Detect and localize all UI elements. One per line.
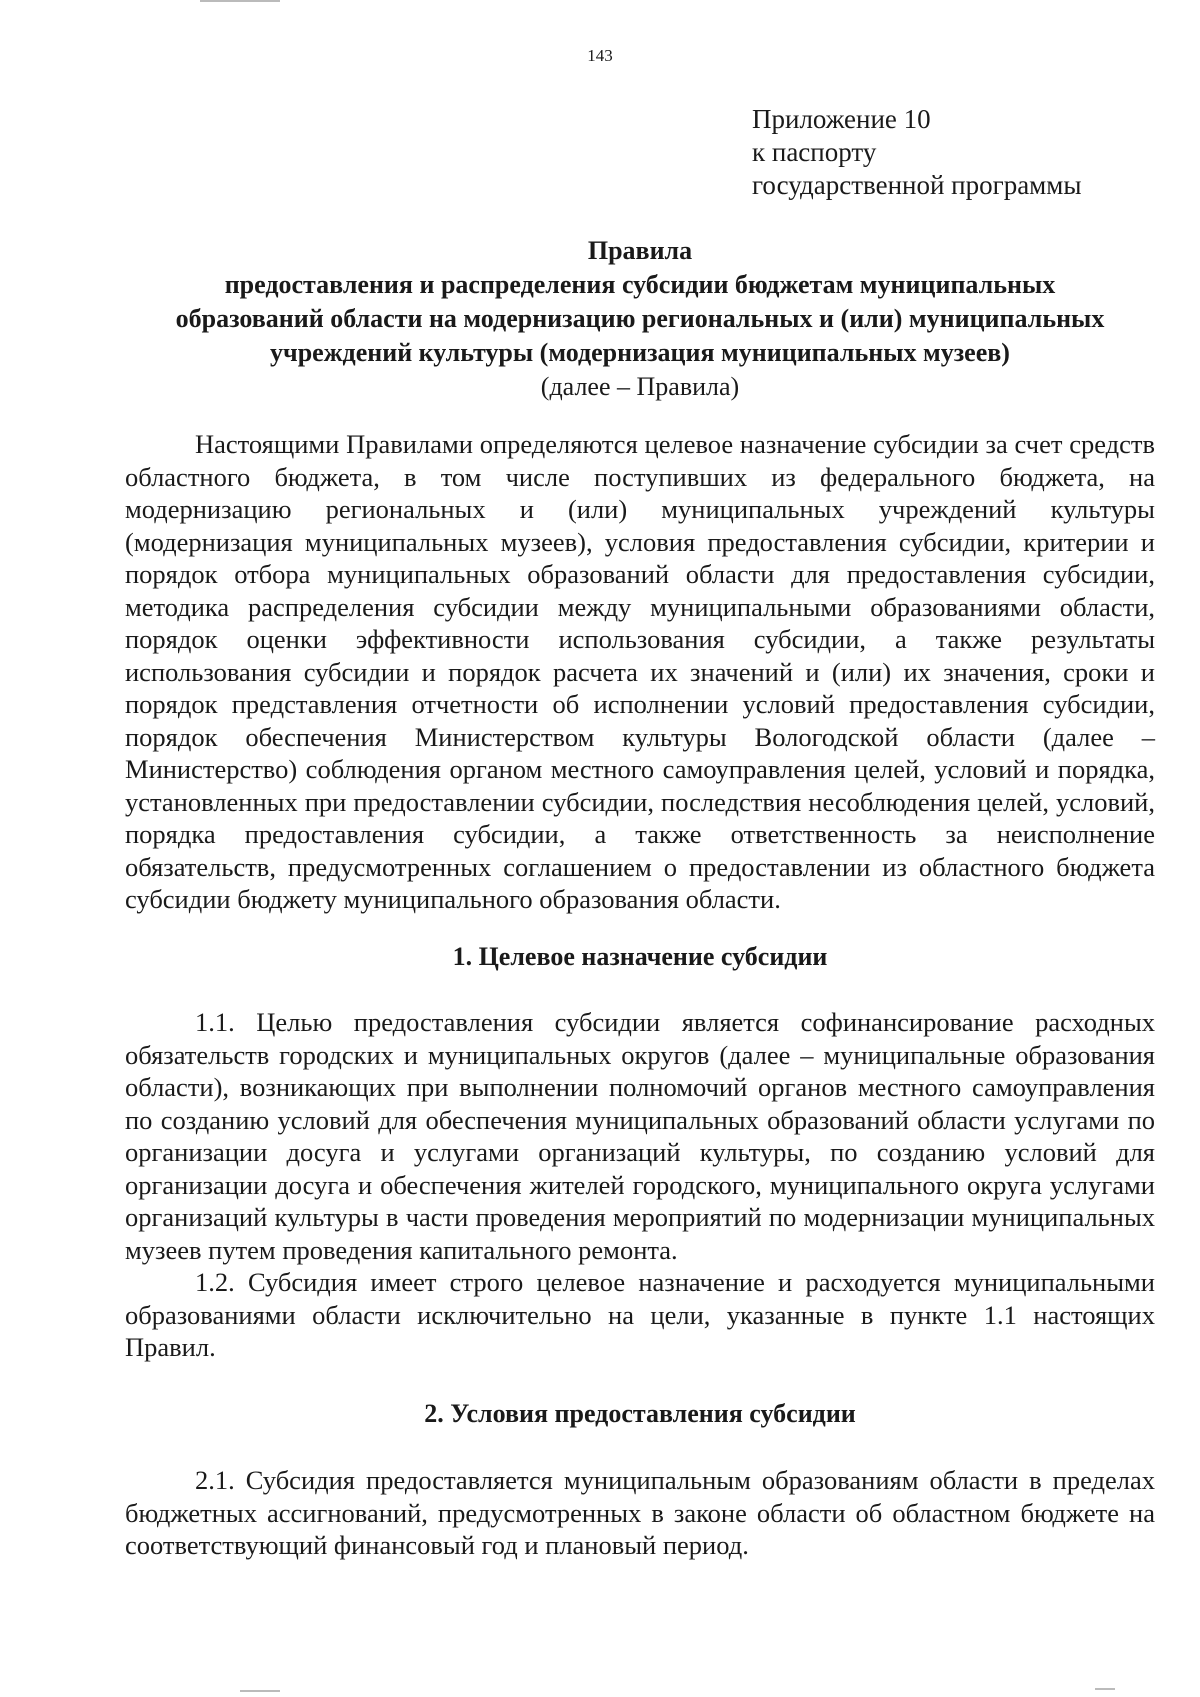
document-title (95, 234, 1185, 404)
intro-paragraph: Настоящими Правилами определяются целевое назначение субсидии за счет средств областного бюджета, в том числе поступивших из федерального бюджета, на модернизацию региональных и (или) муниципальных учреждений культуры (модернизация муниципальных музеев), условия предоставления субсидии, критерии и порядок отбора муниципальных образований области для предоставления субсидии, методика распределения субсидии между муниципальными образованиями области, порядок оценки эффективности использования субсидии, а также результаты использования субсидии и порядок расчета их значений и (или) их значения, сроки и порядок представления отчетности об исполнении условий предоставления субсидии, порядок обеспечения Министерством культуры Вологодской области (далее – Министерство) соблюдения органом местного самоуправления целей, условий и порядка, установленных при предоставлении субсидии, последствия несоблюдения целей, условий, порядка предоставления субсидии, а также ответственность за неисполнение обязательств, предусмотренных соглашением о предоставлении из областного бюджета субсидии бюджету муниципального образования области. (125, 429, 1155, 914)
section-1-heading: 1. Целевое назначение субсидии (452, 942, 828, 971)
scan-artifact-top (200, 0, 280, 2)
section-2-body (125, 1464, 1155, 1562)
title-line-2: предоставления и распределения субсидии бюджетам муниципальных (224, 270, 1056, 299)
section-2-paragraph-1: 2.1. Субсидия предоставляется муниципальным образованиям области в пределах бюджетных ассигнований, предусмотренных в законе области об областном бюджете на соответствующий финансовый год и плановый период. (125, 1465, 1155, 1560)
intro-section (125, 428, 1155, 916)
section-1-paragraph-1: 1.1. Целью предоставления субсидии является софинансирование расходных обязательств городских и муниципальных округов (далее – муниципальные образования области), возникающих при выполнении полномочий органов местного самоуправления по созданию условий для обеспечения муниципальных образований области услугами по организации досуга и услугами организаций культуры, по созданию условий для организации досуга и обеспечения жителей городского, муниципального округа услугами организаций культуры в части проведения мероприятий по модернизации муниципальных музеев путем проведения капитального ремонта. (125, 1007, 1155, 1265)
appendix-line-1: Приложение 10 (752, 104, 931, 134)
section-1-paragraph-2: 1.2. Субсидия имеет строго целевое назначение и расходуется муниципальными образованиями области исключительно на цели, указанные в пункте 1.1 настоящих Правил. (125, 1267, 1155, 1362)
appendix-line-2: к паспорту (752, 137, 877, 167)
scan-artifact-bottom-left (240, 1690, 280, 1692)
title-line-1: Правила (587, 236, 693, 265)
title-line-4: учреждений культуры (модернизация муниципальных музеев) (270, 338, 1010, 367)
section-1-body (125, 1006, 1155, 1364)
scan-artifact-bottom-right (1095, 1688, 1115, 1690)
section-2-heading: 2. Условия предоставления субсидии (424, 1399, 856, 1428)
page-number: 143 (587, 46, 613, 65)
appendix-note (752, 103, 1082, 202)
appendix-line-3: государственной программы (752, 170, 1082, 200)
title-line-3: образований области на модернизацию региональных и (или) муниципальных (175, 304, 1105, 333)
title-line-5: (далее – Правила) (540, 372, 740, 401)
